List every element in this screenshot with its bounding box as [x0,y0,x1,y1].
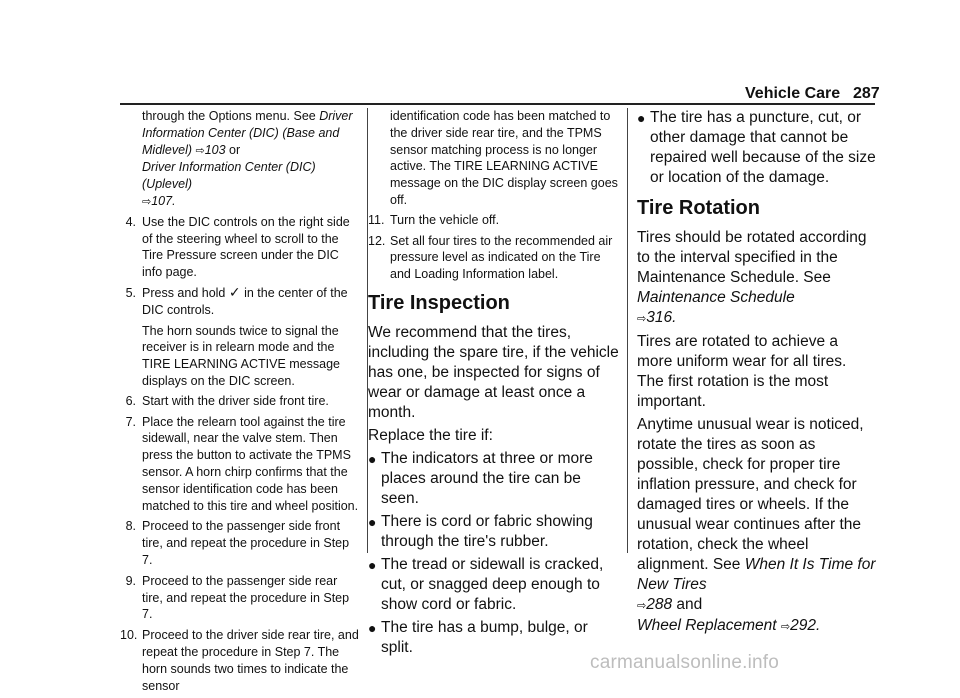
bullet-item: ● The indicators at three or more places around the tire can be seen. [368,449,593,507]
bullet-icon: ● [368,450,377,467]
step-4: 4. Use the DIC controls on the right side of the steering wheel to scroll to the Tire Pressure screen under the DIC info page. [125,214,350,280]
page-arrow-icon: ⇨ [195,144,205,157]
bullet-item: ● The tread or sidewall is cracked, cut, or snagged deep enough to show cord or fabric. [368,555,604,613]
checkmark-icon: ✓ [228,283,241,300]
xref-maintenance-schedule[interactable]: Maintenance Schedule [637,289,795,306]
column-3 [627,108,877,640]
step3-continuation: through the Options menu. See Driver Information Center (DIC) (Base and Midlevel) ⇨103 or Driver Information Center (DIC) (Uplevel) ⇨107. [142,109,353,208]
column-2 [368,108,620,661]
bullet-item: ● The tire has a bump, bulge, or split. [368,618,588,656]
replace-intro: Replace the tire if: [368,426,493,444]
page-arrow-icon: ⇨ [142,195,152,208]
tire-inspection-heading: Tire Inspection [368,291,510,314]
rotation-para-1: Tires should be rotated according to the interval specified in the Maintenance Schedule. See Maintenance Schedule ⇨316. [637,229,867,326]
xref-dic-base[interactable]: Driver Information Center (DIC) (Base and Midlevel) [142,109,353,157]
step-5-note: The horn sounds twice to signal the receiver is in relearn mode and the TIRE LEARNING ACTIVE message displays on the DIC screen. [142,323,340,388]
step-12: 12. Set all four tires to the recommended air pressure level as indicated on the Tire and Loading Information label. [368,233,613,282]
step-10: 10. Proceed to the driver side rear tire, and repeat the procedure in Step 7. The horn sounds two times to indicate the sensor [120,628,359,693]
page-number: 287 [853,85,880,102]
rotation-para-2: Tires are rotated to achieve a more uniform wear for all tires. The first rotation is the most important. [637,333,847,410]
xref-page-107[interactable]: 107. [151,193,176,208]
xref-page-288[interactable]: 288 [646,596,673,613]
step-11: 11. Turn the vehicle off. [368,212,500,227]
xref-dic-uplevel[interactable]: Driver Information Center (DIC) (Uplevel) [142,160,316,192]
page-arrow-icon: ⇨ [637,313,647,325]
column-1 [120,108,360,698]
bullet-item: ● There is cord or fabric showing through the tire's rubber. [368,512,593,550]
watermark: carmanualsonline.info [590,652,780,673]
header-rule [120,103,875,105]
step-8: 8. Proceed to the passenger side front tire, and repeat the procedure in Step 7. [125,519,350,567]
bullet-icon: ● [368,556,377,573]
page-arrow-icon: ⇨ [780,621,791,633]
xref-page-292[interactable]: 292. [790,617,821,634]
xref-wheel-replacement[interactable]: Wheel Replacement [637,617,777,634]
bullet-icon: ● [637,110,646,126]
page-arrow-icon: ⇨ [637,600,647,612]
step-10-continuation: identification code has been matched to the driver side rear tire, and the TPMS sensor matching process is no longer active. The TIRE LEARNING ACTIVE message on the DIC display screen goes off. [390,109,618,207]
bullet-item: ● The tire has a puncture, cut, or other damage that cannot be repaired well because of the size or location of the damage. [637,109,876,186]
step-5: 5. Press and hold ✓ in the center of the DIC controls. [125,283,348,317]
bullet-icon: ● [368,513,377,530]
bullet-icon: ● [368,619,377,636]
step-7: 7. Place the relearn tool against the tire sidewall, near the valve stem. Then press the button to activate the TPMS sensor. A horn chirp confirms that the sensor identification code has been matched to this tire and wheel position. [125,414,359,513]
tire-rotation-heading: Tire Rotation [637,197,760,219]
section-title: Vehicle Care [745,85,841,102]
xref-new-tires[interactable]: When It Is Time for New Tires [637,556,876,593]
tire-inspection-intro: We recommend that the tires, including the spare tire, if the vehicle has one, be inspected for signs of wear or damage at least once a month. [368,323,619,421]
step-9: 9. Proceed to the passenger side rear tire, and repeat the procedure in Step 7. [125,573,350,622]
rotation-para-3: Anytime unusual wear is noticed, rotate the tires as soon as possible, check for proper tire inflation pressure, and check for damaged tires or wheels. If the unusual wear continues after the rotation, check the wheel alignment. See When It Is Time for New Tires ⇨288 and Wheel Replacement ⇨292. [637,416,876,634]
xref-page-103[interactable]: 103 [204,142,226,157]
step-6: 6. Start with the driver side front tire. [125,393,329,408]
xref-page-316[interactable]: 316. [646,309,677,326]
